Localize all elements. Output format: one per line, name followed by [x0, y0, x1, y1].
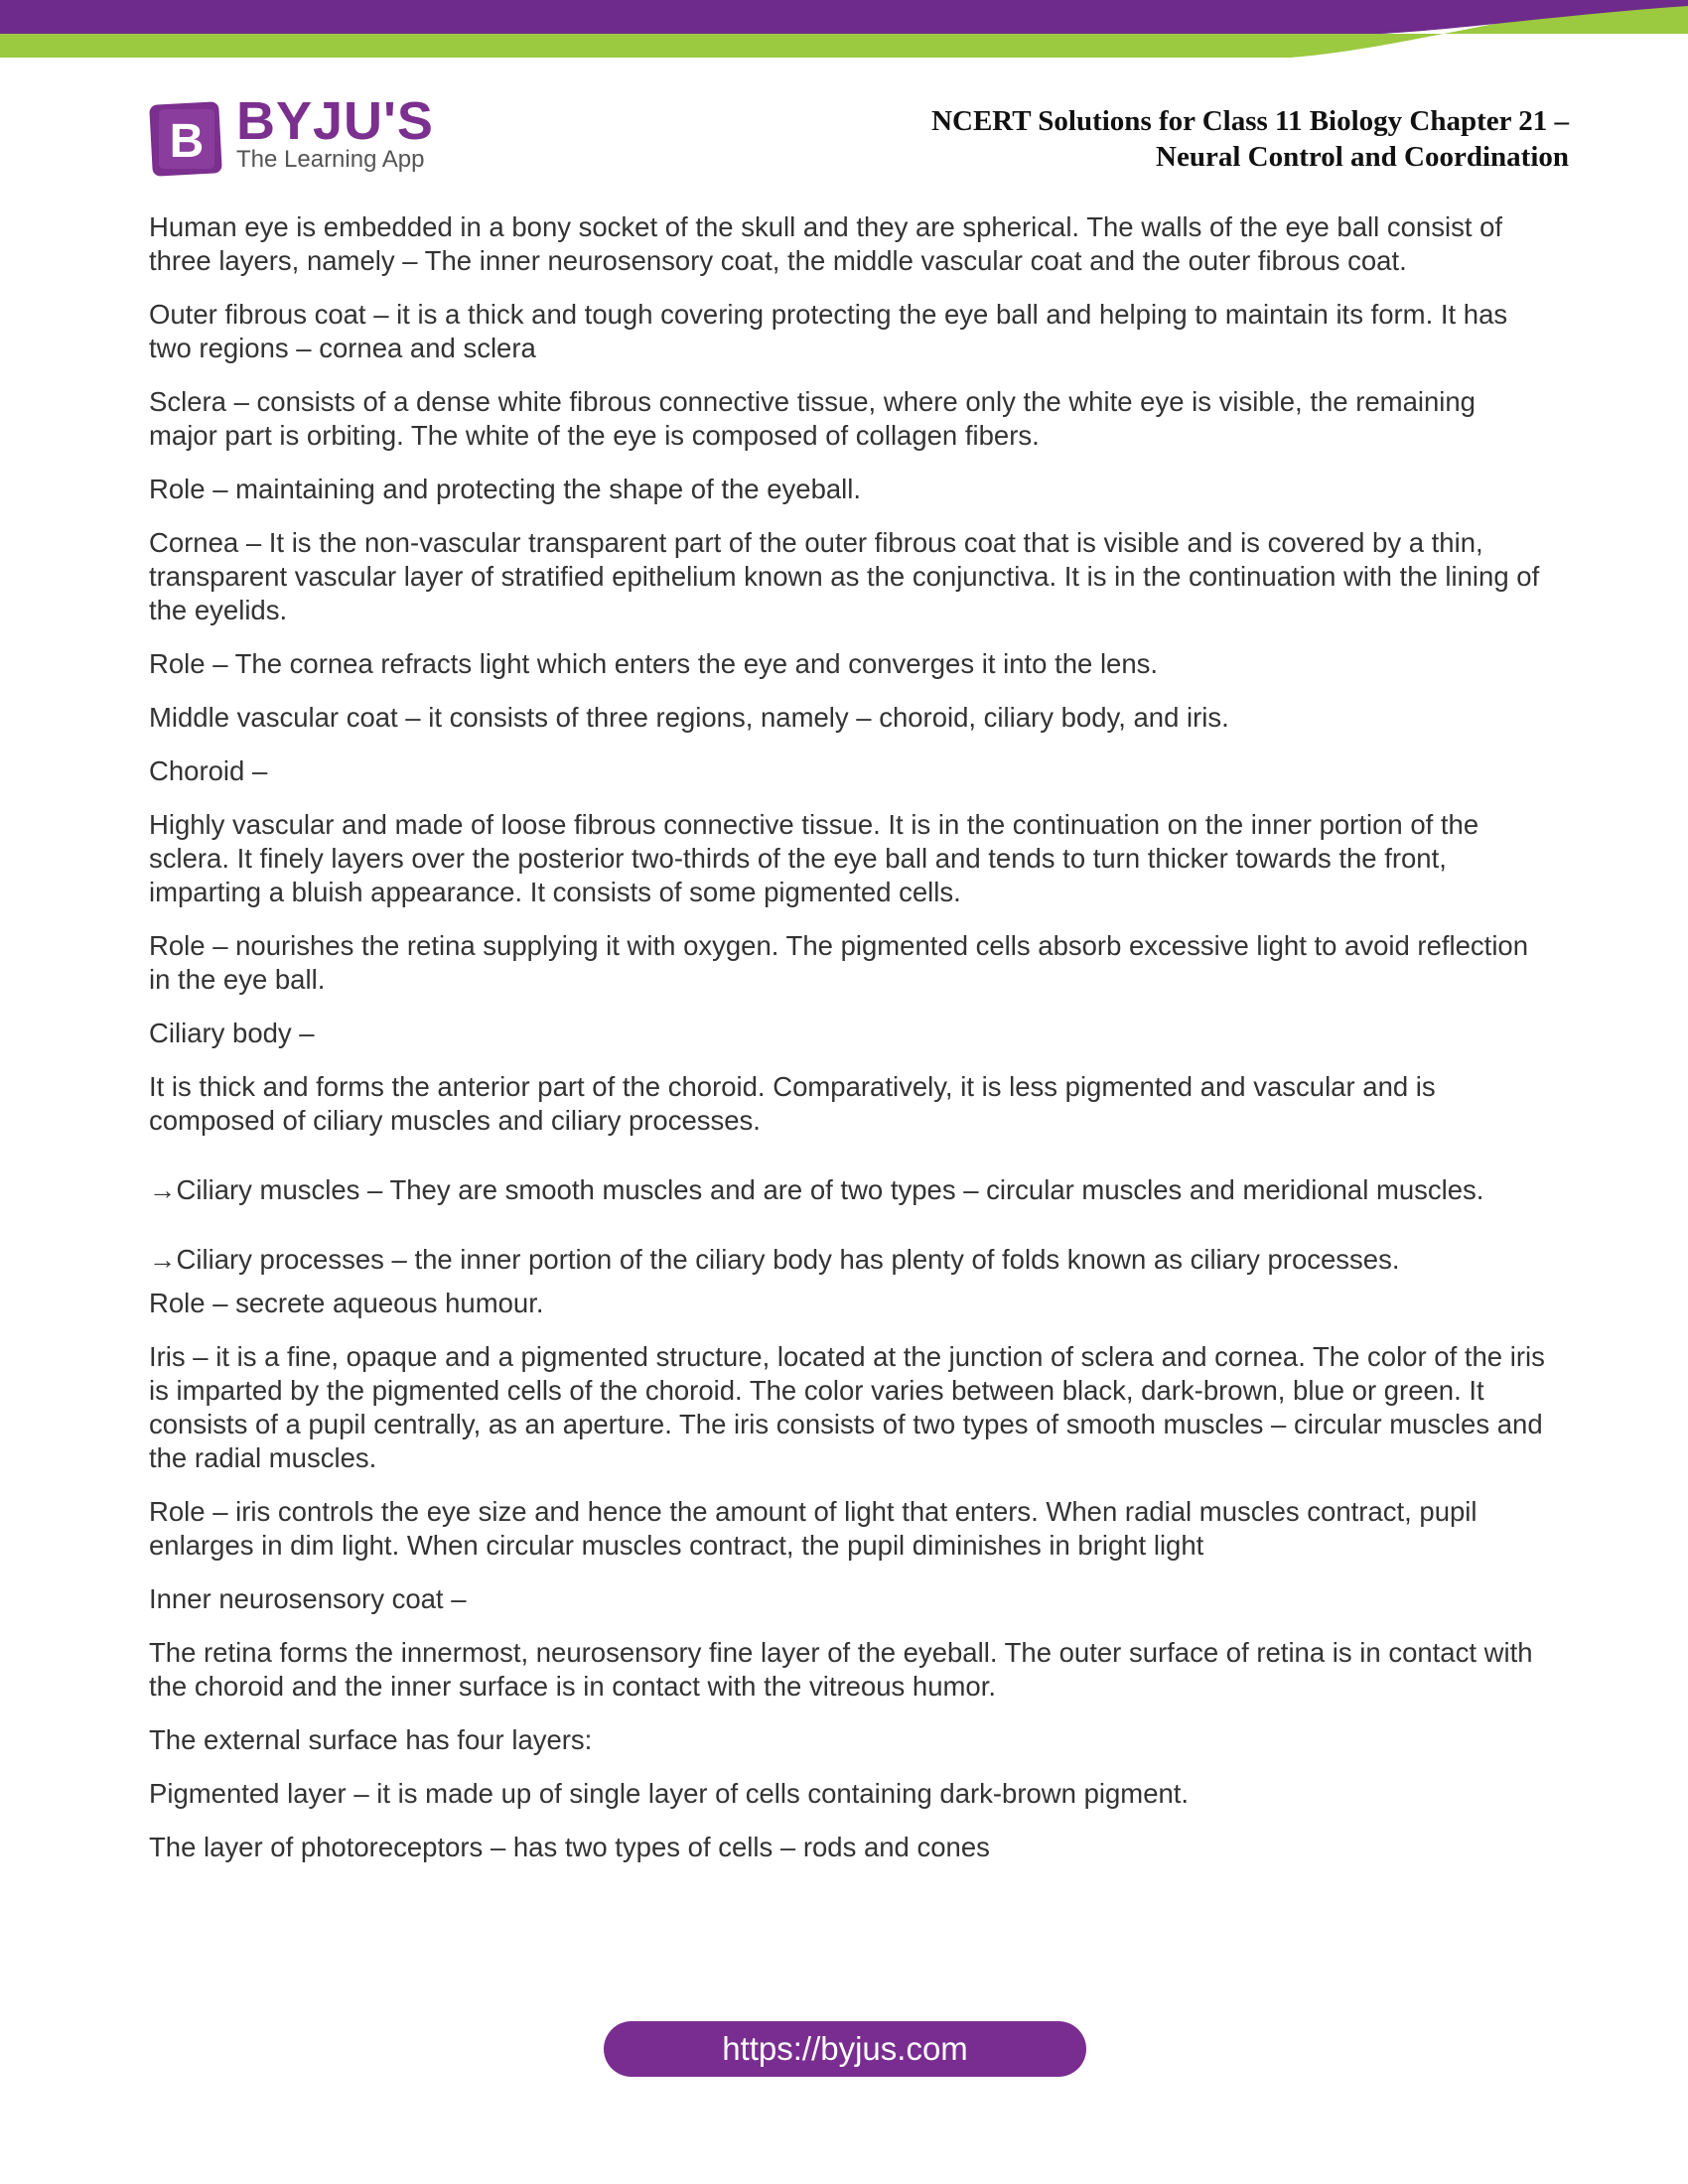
- title-line-2: Neural Control and Coordination: [1156, 141, 1569, 173]
- brand-tagline: The Learning App: [236, 146, 425, 173]
- paragraph: Role – maintaining and protecting the shape of the eyeball.: [149, 474, 862, 504]
- byjus-logo: [149, 91, 447, 181]
- title-line-1: NCERT Solutions for Class 11 Biology Chapter 21 –: [931, 105, 1569, 137]
- paragraph: Outer fibrous coat – it is a thick and tough covering protecting the eye ball and helping to maintain its form. It has two regions – cornea and sclera: [149, 299, 1508, 363]
- paragraph: Role – The cornea refracts light which enters the eye and converges it into the lens.: [149, 648, 1159, 679]
- section-heading: Inner neurosensory coat –: [149, 1583, 467, 1614]
- top-color-band: [0, 0, 1688, 62]
- paragraph: Role – nourishes the retina supplying it with oxygen. The pigmented cells absorb excessive light to avoid reflection in the eye ball.: [149, 930, 1529, 995]
- paragraph: Role – iris controls the eye size and hence the amount of light that enters. When radial muscles contract, pupil enlarges in dim light. When circular muscles contract, the pupil diminishes in bright light: [149, 1496, 1477, 1561]
- paragraph: Highly vascular and made of loose fibrous connective tissue. It is in the continuation on the inner portion of the sclera. It finely layers over the posterior two-thirds of the eye ball and tends to turn thicker towards the front, imparting a bluish appearance. It consists of some pigmented cells.: [149, 809, 1479, 907]
- logo-letter: B: [169, 115, 205, 168]
- brand-name: BYJU'S: [236, 91, 434, 151]
- section-heading: Ciliary body –: [149, 1018, 315, 1048]
- section-heading: Choroid –: [149, 755, 268, 786]
- purple-stripe: [0, 0, 1688, 34]
- paragraph: It is thick and forms the anterior part of the choroid. Comparatively, it is less pigmented and vascular and is composed of ciliary muscles and ciliary processes.: [149, 1071, 1436, 1136]
- paragraph: Middle vascular coat – it consists of three regions, namely – choroid, ciliary body, and iris.: [149, 702, 1229, 733]
- paragraph: The external surface has four layers:: [149, 1724, 593, 1755]
- paragraph: Human eye is embedded in a bony socket of the skull and they are spherical. The walls of the eye ball consist of three layers, namely – The inner neurosensory coat, the middle vascular coat and the outer fibrous coat.: [149, 211, 1503, 276]
- paragraph: Role – secrete aqueous humour.: [149, 1288, 544, 1318]
- paragraph: Cornea – It is the non-vascular transparent part of the outer fibrous coat that is visible and is covered by a thin, transparent vascular layer of stratified epithelium known as the conjunctiva. It is in the continuation with the lining of the eyelids.: [149, 527, 1540, 625]
- document-body: [149, 210, 1549, 1884]
- paragraph: Iris – it is a fine, opaque and a pigmented structure, located at the junction of sclera and cornea. The color of the iris is imparted by the pigmented cells of the choroid. The color varies between black, dark-brown, blue or green. It consists of a pupil centrally, as an aperture. The iris consists of two types of smooth muscles – circular muscles and the radial muscles.: [149, 1341, 1545, 1473]
- paragraph: Sclera – consists of a dense white fibrous connective tissue, where only the white eye is visible, the remaining major part is orbiting. The white of the eye is composed of collagen fibers.: [149, 386, 1476, 451]
- bullet-paragraph: →Ciliary processes – the inner portion of the ciliary body has plenty of folds known as ciliary processes.: [149, 1244, 1400, 1275]
- logo-mark-icon: [149, 99, 224, 179]
- paragraph: The retina forms the innermost, neurosensory fine layer of the eyeball. The outer surface of retina is in contact with the choroid and the inner surface is in contact with the vitreous humor.: [149, 1637, 1533, 1702]
- footer-url-link[interactable]: https://byjus.com: [604, 2021, 1086, 2077]
- paragraph: The layer of photoreceptors – has two types of cells – rods and cones: [149, 1832, 990, 1862]
- paragraph: Pigmented layer – it is made up of single layer of cells containing dark-brown pigment.: [149, 1778, 1190, 1809]
- document-title: [931, 103, 1569, 175]
- bullet-paragraph: →Ciliary muscles – They are smooth muscles and are of two types – circular muscles and meridional muscles.: [149, 1174, 1484, 1205]
